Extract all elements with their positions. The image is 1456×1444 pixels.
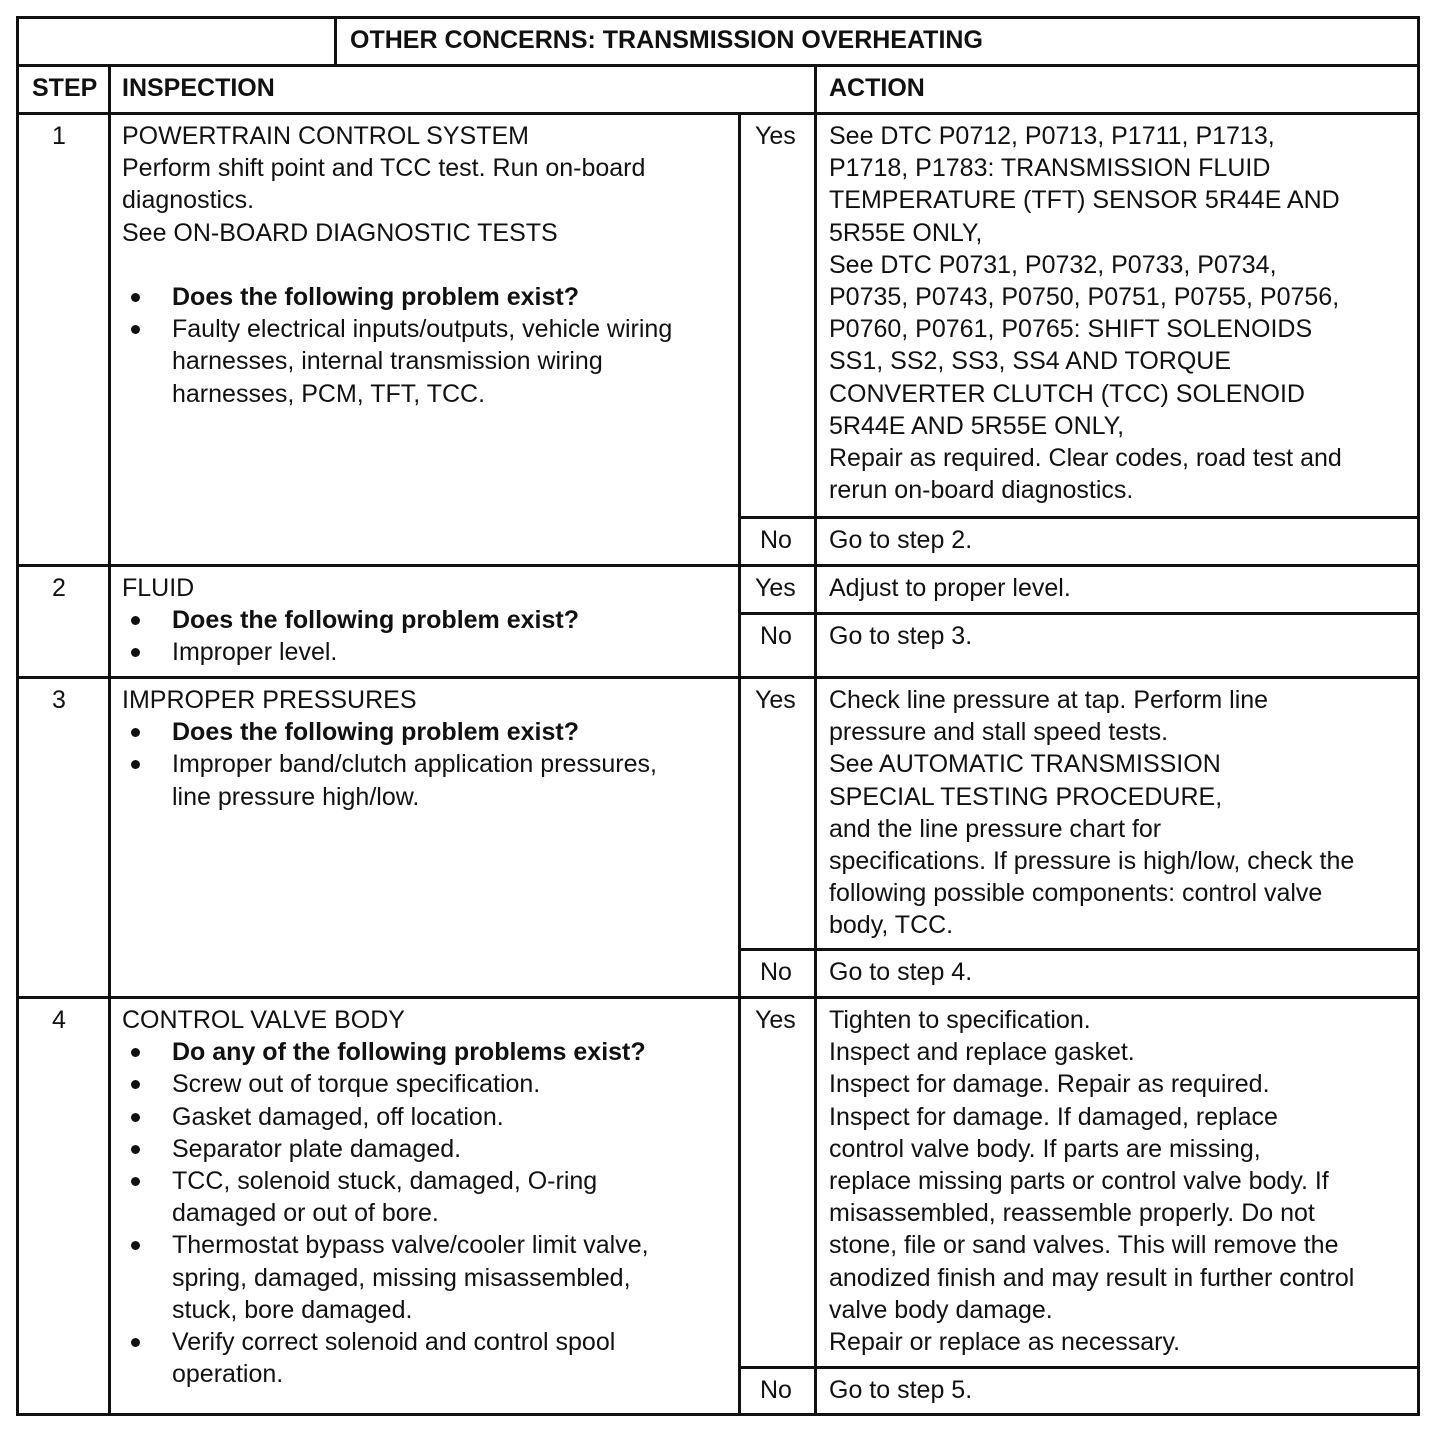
yes-label: Yes — [755, 686, 796, 714]
yes-no-column-line — [738, 564, 741, 676]
inspection-bullet-text: line pressure high/low. — [172, 782, 420, 811]
yes-label: Yes — [755, 574, 796, 602]
inspection-heading: POWERTRAIN CONTROL SYSTEM — [122, 122, 529, 150]
header-divider — [16, 112, 1420, 115]
yes-action-text: P0735, P0743, P0750, P0751, P0755, P0756, — [829, 283, 1340, 311]
yes-action-text: Inspect for damage. Repair as required. — [829, 1070, 1270, 1099]
inspection-text: See ON-BOARD DIAGNOSTIC TESTS — [122, 218, 558, 247]
inspection-question: Do any of the following problems exist? — [172, 1038, 646, 1067]
yes-action-text: control valve body. If parts are missing, — [829, 1134, 1261, 1163]
yes-action-text: specifications. If pressure is high/low, check the — [829, 847, 1355, 875]
header-action: ACTION — [829, 74, 925, 102]
bullet-icon — [131, 1177, 140, 1186]
yes-no-divider — [738, 612, 1420, 615]
header-inspection: INSPECTION — [122, 74, 275, 102]
inspection-bullet-text: TCC, solenoid stuck, damaged, O-ring — [172, 1167, 598, 1195]
inspection-bullet-text: Screw out of torque specification. — [172, 1070, 541, 1099]
no-action-text: Go to step 2. — [829, 526, 973, 554]
yes-action-text: following possible components: control valve — [829, 879, 1323, 908]
step-number: 1 — [52, 122, 66, 150]
row-divider — [16, 996, 1420, 999]
yes-action-text: SS1, SS2, SS3, SS4 AND TORQUE — [829, 347, 1232, 376]
inspection-bullet-text: Verify correct solenoid and control spool — [172, 1328, 616, 1356]
yes-label: Yes — [755, 122, 796, 150]
yes-action-text: 5R44E AND 5R55E ONLY, — [829, 411, 1125, 440]
yes-no-divider — [738, 1366, 1420, 1369]
inspection-text: diagnostics. — [122, 186, 255, 215]
inspection-bullet-text: harnesses, internal transmission wiring — [172, 347, 603, 376]
inspection-question: Does the following problem exist? — [172, 283, 579, 311]
yes-action-text: Inspect for damage. If damaged, replace — [829, 1102, 1278, 1131]
yes-action-text: anodized finish and may result in further control — [829, 1263, 1355, 1292]
yes-action-text: TEMPERATURE (TFT) SENSOR 5R44E AND — [829, 186, 1340, 215]
yes-no-divider — [738, 516, 1420, 519]
yes-action-text: See DTC P0712, P0713, P1711, P1713, — [829, 122, 1275, 150]
inspection-question: Does the following problem exist? — [172, 606, 579, 635]
step-column-line — [108, 64, 111, 1416]
inspection-bullet-text: Thermostat bypass valve/cooler limit valve, — [172, 1231, 649, 1260]
inspection-bullet-text: Improper band/clutch application pressures, — [172, 750, 657, 779]
yes-action-text: SPECIAL TESTING PROCEDURE, — [829, 782, 1223, 811]
action-column-line — [814, 64, 817, 1416]
inspection-bullet-text: harnesses, PCM, TFT, TCC. — [172, 379, 486, 408]
step-number: 2 — [52, 574, 66, 602]
title-split-line — [334, 16, 337, 65]
inspection-bullet-text: Improper level. — [172, 638, 338, 667]
yes-action-text: Check line pressure at tap. Perform line — [829, 686, 1269, 714]
bullet-icon — [131, 1338, 140, 1347]
bullet-icon — [131, 293, 140, 302]
yes-action-text: pressure and stall speed tests. — [829, 718, 1169, 747]
inspection-bullet-text: damaged or out of bore. — [172, 1199, 439, 1228]
inspection-bullet-text: stuck, bore damaged. — [172, 1295, 413, 1324]
yes-action-text: Repair or replace as necessary. — [829, 1328, 1181, 1356]
row-divider — [16, 564, 1420, 567]
inspection-heading: FLUID — [122, 574, 195, 602]
yes-action-text: Adjust to proper level. — [829, 574, 1071, 602]
yes-action-text: See DTC P0731, P0732, P0733, P0734, — [829, 250, 1277, 279]
table-title: OTHER CONCERNS: TRANSMISSION OVERHEATING — [350, 26, 983, 54]
yes-action-text: Inspect and replace gasket. — [829, 1038, 1135, 1067]
yes-action-text: replace missing parts or control valve body. If — [829, 1167, 1329, 1195]
no-label: No — [760, 622, 792, 650]
yes-action-text: P1718, P1783: TRANSMISSION FLUID — [829, 154, 1271, 183]
inspection-bullet-text: Faulty electrical inputs/outputs, vehicle wiring — [172, 315, 673, 344]
yes-no-column-line — [738, 996, 741, 1416]
yes-action-text: misassembled, reassemble properly. Do not — [829, 1199, 1315, 1228]
yes-action-text: and the line pressure chart for — [829, 814, 1162, 843]
yes-action-text: body, TCC. — [829, 911, 954, 940]
yes-action-text: valve body damage. — [829, 1295, 1053, 1324]
overheating-diagnostic-table — [16, 16, 1420, 1416]
yes-action-text: CONVERTER CLUTCH (TCC) SOLENOID — [829, 379, 1305, 408]
step-number: 4 — [52, 1006, 66, 1034]
inspection-bullet-text: Separator plate damaged. — [172, 1134, 462, 1163]
title-divider — [16, 64, 1420, 67]
bullet-icon — [131, 1145, 140, 1154]
inspection-heading: CONTROL VALVE BODY — [122, 1006, 405, 1034]
inspection-bullet-text: spring, damaged, missing misassembled, — [172, 1263, 631, 1292]
step-number: 3 — [52, 686, 66, 714]
no-label: No — [760, 958, 792, 986]
inspection-question: Does the following problem exist? — [172, 718, 579, 747]
inspection-heading: IMPROPER PRESSURES — [122, 686, 417, 714]
yes-label: Yes — [755, 1006, 796, 1034]
bullet-icon — [131, 1113, 140, 1122]
no-label: No — [760, 1376, 792, 1404]
yes-action-text: 5R55E ONLY, — [829, 218, 983, 247]
row-divider — [16, 676, 1420, 679]
no-action-text: Go to step 4. — [829, 958, 973, 986]
yes-action-text: P0760, P0761, P0765: SHIFT SOLENOIDS — [829, 315, 1313, 344]
yes-action-text: stone, file or sand valves. This will remove the — [829, 1231, 1339, 1260]
yes-action-text: Tighten to specification. — [829, 1006, 1091, 1034]
no-action-text: Go to step 3. — [829, 622, 973, 650]
yes-action-text: See AUTOMATIC TRANSMISSION — [829, 750, 1221, 779]
header-step: STEP — [32, 74, 98, 102]
yes-no-divider — [738, 948, 1420, 951]
no-label: No — [760, 526, 792, 554]
yes-action-text: rerun on-board diagnostics. — [829, 476, 1134, 505]
no-action-text: Go to step 5. — [829, 1376, 973, 1404]
yes-no-column-line — [738, 112, 741, 564]
inspection-bullet-text: Gasket damaged, off location. — [172, 1102, 504, 1131]
inspection-bullet-text: operation. — [172, 1360, 284, 1389]
inspection-text: Perform shift point and TCC test. Run on-board — [122, 154, 646, 183]
yes-action-text: Repair as required. Clear codes, road test and — [829, 444, 1342, 472]
